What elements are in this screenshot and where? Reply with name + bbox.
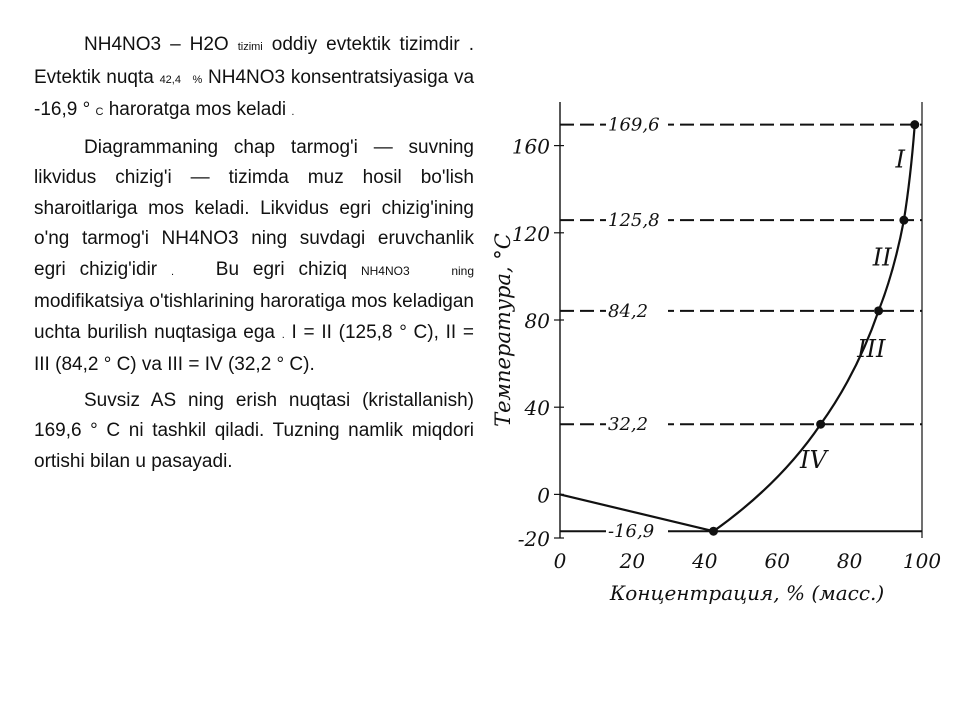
y-tick-label: 40	[524, 396, 550, 421]
x-tick-label: 0	[553, 549, 567, 573]
reference-label: 125,8	[608, 210, 660, 232]
key-point	[899, 216, 908, 225]
x-tick-label: 40	[692, 549, 718, 573]
key-point	[874, 306, 883, 315]
x-tick-label: 80	[836, 549, 863, 573]
p2-text-b: .	[171, 265, 175, 278]
p2-text-g: .	[281, 328, 285, 341]
phase-diagram	[490, 90, 950, 630]
p2-text-h: I = II (125,8 ° C), II = III (84,2 ° C) va III = IV (32,2 ° C).	[34, 321, 474, 375]
p2-text-f: modifikatsiya o'tishlarining haroratiga mos keladigan uchta burilish nuqtasiga ega	[34, 291, 474, 343]
p1-text-b: tizimi	[237, 41, 263, 53]
p1-text-a: NH4NO3 – H2O	[84, 34, 229, 55]
y-tick-label: 0	[537, 483, 550, 508]
p2-text-e: ning	[451, 263, 475, 278]
key-point	[709, 527, 718, 536]
curves	[560, 125, 915, 532]
key-point	[910, 120, 919, 129]
paragraph-2	[34, 133, 474, 381]
p1-text-f: NH4NO3 konsentratsiyasiga va -16,9 °	[34, 66, 475, 120]
key-point	[816, 420, 825, 429]
x-tick-label: 100	[902, 549, 942, 573]
reference-label: 169,6	[608, 114, 660, 136]
p1-text-i: .	[291, 106, 295, 118]
y-tick-label: 160	[511, 134, 550, 159]
region-label: I	[895, 145, 906, 174]
p2-text-a: Diagrammaning chap tarmog'i — suvning likvidus chizig'i — tizimda muz hosil bo'lish sharoitlariga mos keladi. Likvidus egri chizig'ining o'ng tarmog'i NH4NO3 ning suvdagi eruvchanlik egri chizig'idir	[34, 136, 474, 280]
p2-text-c: Bu egri chiziq	[215, 258, 348, 280]
reference-label: 84,2	[608, 300, 649, 322]
phase-diagram-svg	[490, 90, 950, 630]
p1-text-e: %	[192, 73, 203, 86]
paragraph-3: Suvsiz AS ning erish nuqtasi (kristallanish) 169,6 ° C ni tashkil qiladi. Tuzning namlik miqdori ortishi bilan u pasayadi.	[34, 389, 474, 472]
region-label: IV	[799, 446, 827, 475]
y-tick-label: 80	[524, 309, 550, 333]
paragraph-1	[34, 30, 474, 128]
reference-label: -16,9	[608, 521, 655, 543]
x-tick-label: 60	[764, 549, 790, 573]
y-tick-label: 120	[511, 221, 550, 246]
p2-text-d: NH4NO3	[360, 263, 410, 278]
p1-text-c: oddiy evtektik tizimdir . Evtektik nuqta	[34, 34, 474, 88]
y-axis-label: Температура, °C	[491, 233, 515, 427]
p1-text-g: C	[95, 106, 104, 118]
x-axis-label: Концентрация, % (масс.)	[609, 581, 885, 605]
x-tick-label: 20	[619, 549, 646, 573]
region-label: III	[857, 335, 886, 364]
p1-text-d: 42,4	[159, 73, 181, 86]
article-text	[34, 30, 474, 477]
p1-text-h: haroratga mos keladi	[108, 99, 287, 120]
reference-label: 32,2	[608, 414, 649, 436]
region-label: II	[872, 243, 892, 272]
reference-lines	[560, 112, 922, 541]
y-tick-label: -20	[517, 527, 550, 551]
